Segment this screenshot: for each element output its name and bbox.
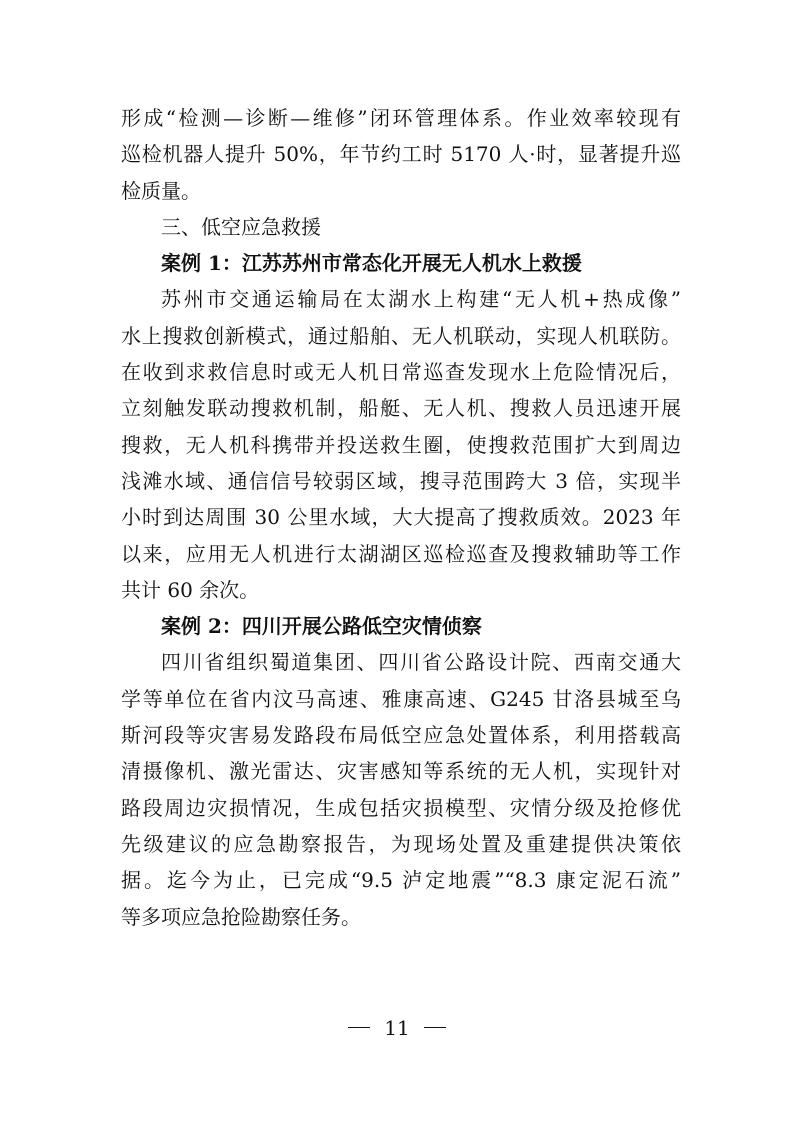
text-line: 共计 60 余次。	[121, 577, 260, 602]
footer-dash-left	[348, 1027, 370, 1028]
text-line: 浅滩水域、通信信号较弱区域，搜寻范围跨大 3 倍，实现半	[121, 468, 681, 493]
text-line: 以来，应用无人机进行太湖湖区巡检巡查及搜救辅助等工作	[121, 541, 681, 566]
footer-dash-right	[424, 1027, 446, 1028]
text-line: 苏州市交通运输局在太湖水上构建“无人机+热成像”	[161, 287, 681, 312]
text-line: 先级建议的应急勘察报告，为现场处置及重建提供决策依	[121, 831, 681, 856]
case2-title: 案例 2：四川开展公路低空灾情侦察	[161, 614, 482, 639]
document-body	[121, 100, 681, 935]
case2-paragraph	[121, 644, 681, 934]
text-line: 巡检机器人提升 50%，年节约工时 5170 人·时，显著提升巡	[121, 142, 681, 167]
text-line: 检质量。	[121, 178, 201, 203]
section-heading: 三、低空应急救援	[161, 214, 321, 239]
case1-paragraph	[121, 281, 681, 608]
text-line: 小时到达周围 30 公里水域，大大提高了搜救质效。2023 年	[121, 505, 681, 530]
text-line: 搜救，无人机科携带并投送救生圈，使搜救范围扩大到周边	[121, 432, 681, 457]
intro-paragraph	[121, 100, 681, 209]
page-number: 11	[384, 1016, 410, 1040]
text-line: 水上搜救创新模式，通过船舶、无人机联动，实现人机联防。	[121, 323, 681, 348]
text-line: 等多项应急抢险勘察任务。	[121, 904, 361, 929]
text-line: 形成“检测—诊断—维修”闭环管理体系。作业效率较现有	[121, 106, 681, 130]
text-line: 据。迄今为止，已完成“9.5 泸定地震”“8.3 康定泥石流”	[121, 868, 681, 893]
page-footer	[0, 1016, 794, 1040]
text-line: 四川省组织蜀道集团、四川省公路设计院、西南交通大	[161, 650, 681, 675]
text-line: 学等单位在省内汶马高速、雅康高速、G245 甘洛县城至乌	[121, 686, 681, 711]
text-line: 路段周边灾损情况，生成包括灾损模型、灾情分级及抢修优	[121, 795, 681, 820]
text-line: 清摄像机、激光雷达、灾害感知等系统的无人机，实现针对	[121, 759, 681, 784]
text-line: 斯河段等灾害易发路段布局低空应急处置体系，利用搭载高	[121, 723, 681, 748]
case1-title: 案例 1：江苏苏州市常态化开展无人机水上救援	[161, 251, 582, 276]
text-line: 立刻触发联动搜救机制，船艇、无人机、搜救人员迅速开展	[121, 396, 681, 421]
text-line: 在收到求救信息时或无人机日常巡查发现水上危险情况后，	[121, 360, 681, 385]
